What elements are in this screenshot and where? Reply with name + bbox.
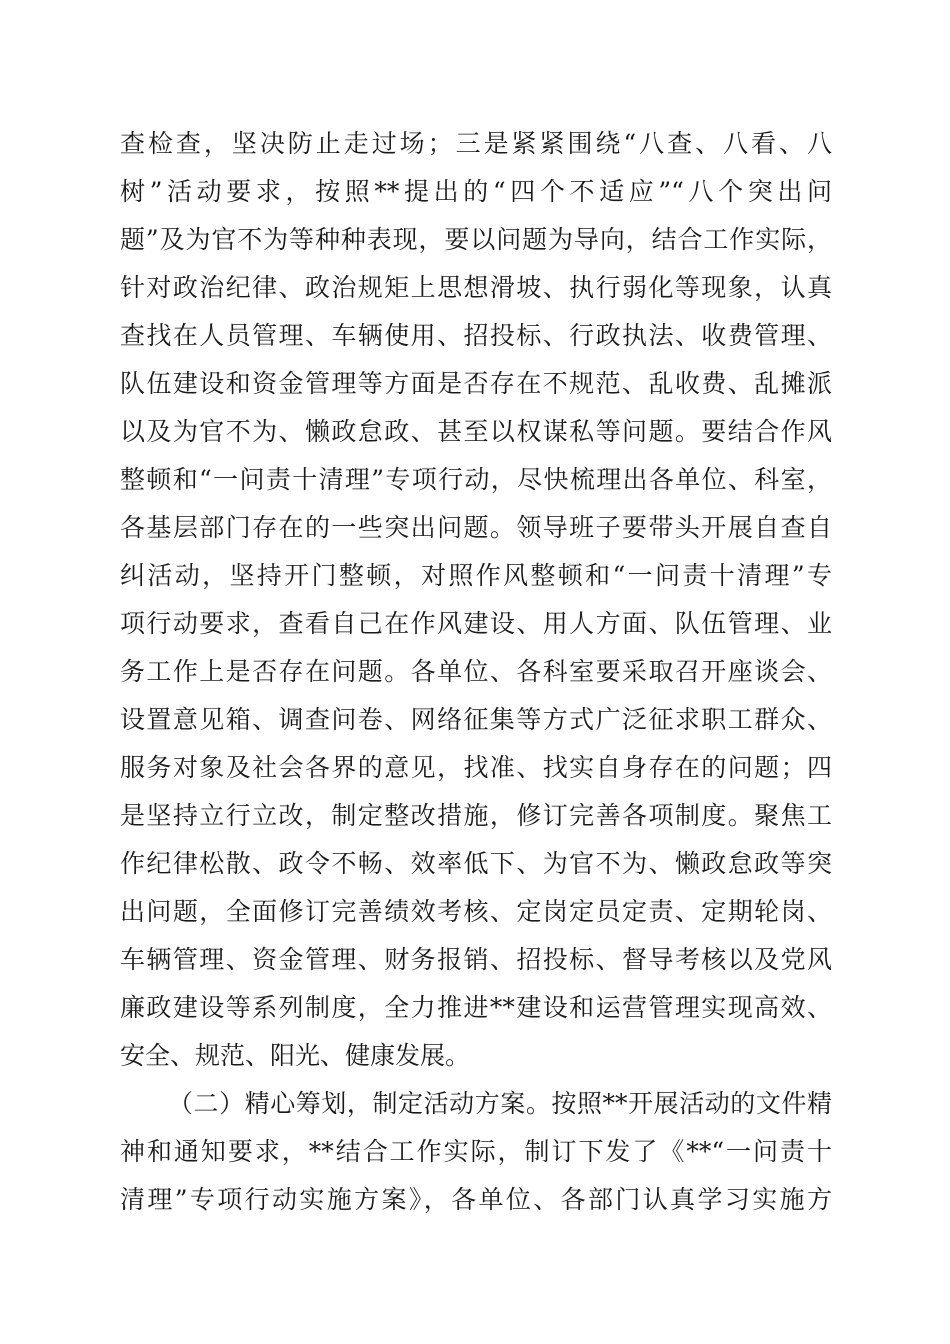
paragraph1-line-11: 项行动要求，查看自己在作风建设、用人方面、队伍管理、业 — [120, 609, 832, 638]
paragraph1-line-8: 整顿和“一问责十清理”专项行动，尽快梳理出各单位、科室， — [120, 465, 832, 494]
paragraph1-line-20: 安全、规范、阳光、健康发展。 — [120, 1041, 471, 1070]
paragraph1-line-6: 队伍建设和资金管理等方面是否存在不规范、乱收费、乱摊派 — [120, 369, 832, 398]
paragraph1-line-13: 设置意见箱、调查问卷、网络征集等方式广泛征求职工群众、 — [120, 705, 832, 734]
paragraph1-line-10: 纠活动，坚持开门整顿，对照作风整顿和“一问责十清理”专 — [120, 561, 832, 590]
paragraph1-line-3: 题”及为官不为等种种表现，要以问题为导向，结合工作实际， — [120, 225, 832, 254]
paragraph2-line-2: 神和通知要求，**结合工作实际，制订下发了《**“一问责十 — [120, 1137, 832, 1166]
paragraph1-line-12: 务工作上是否存在问题。各单位、各科室要采取召开座谈会、 — [120, 657, 832, 686]
paragraph1-line-9: 各基层部门存在的一些突出问题。领导班子要带头开展自查自 — [120, 513, 832, 542]
paragraph1-line-15: 是坚持立行立改，制定整改措施，修订完善各项制度。聚焦工 — [120, 801, 832, 830]
paragraph1-line-2: 树”活动要求，按照**提出的“四个不适应”“八个突出问 — [120, 177, 832, 206]
paragraph1-line-7: 以及为官不为、懒政怠政、甚至以权谋私等问题。要结合作风 — [120, 417, 832, 446]
paragraph1-line-1: 查检查，坚决防止走过场；三是紧紧围绕“八查、八看、八 — [120, 129, 832, 158]
paragraph1-line-18: 车辆管理、资金管理、财务报销、招投标、督导考核以及党风 — [120, 945, 832, 974]
paragraph1-line-17: 出问题，全面修订完善绩效考核、定岗定员定责、定期轮岗、 — [120, 897, 832, 926]
paragraph1-line-5: 查找在人员管理、车辆使用、招投标、行政执法、收费管理、 — [120, 321, 832, 350]
paragraph1-line-4: 针对政治纪律、政治规矩上思想滑坡、执行弱化等现象，认真 — [120, 273, 832, 302]
paragraph1-line-19: 廉政建设等系列制度，全力推进**建设和运营管理实现高效、 — [120, 993, 832, 1022]
paragraph2-line-3: 清理”专项行动实施方案》，各单位、各部门认真学习实施方 — [120, 1185, 832, 1214]
paragraph1-line-14: 服务对象及社会各界的意见，找准、找实自身存在的问题；四 — [120, 753, 832, 782]
paragraph1-line-16: 作纪律松散、政令不畅、效率低下、为官不为、懒政怠政等突 — [120, 849, 832, 878]
paragraph2-line-1: （二）精心筹划，制定活动方案。按照**开展活动的文件精 — [168, 1089, 832, 1118]
